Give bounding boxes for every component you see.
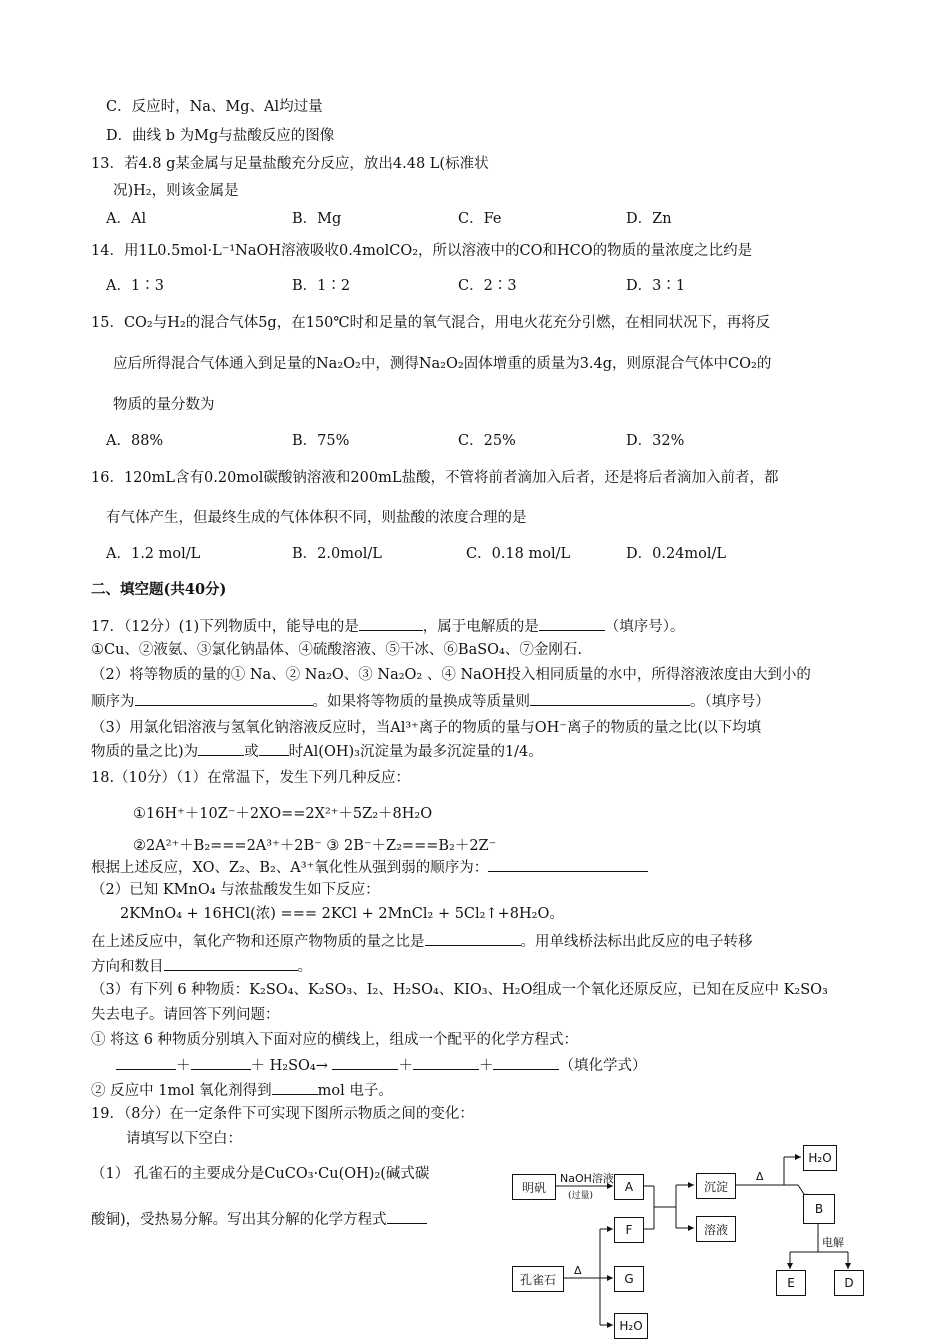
label-heat-2: Δ	[574, 1264, 582, 1277]
node-e: E	[776, 1270, 806, 1296]
q13-stem-line2: 况)H₂，则该金属是	[113, 183, 239, 199]
q12-option-c: C．反应时，Na、Mg、Al均过量	[106, 99, 323, 115]
q17-l6-text3: 时Al(OH)₃沉淀量为最多沉淀量的1/4。	[288, 744, 543, 760]
q16-stem-line1: 16．120mL含有0.20mol碳酸钠溶液和200mL盐酸，不管将前者滴加入后者，还是将后者滴加入前者，都	[91, 470, 779, 486]
q18-l7-text: 在上述反应中，氧化产物和还原产物物质的量之比是	[91, 934, 425, 950]
q13-option-d: D．Zn	[626, 211, 672, 227]
q18-l13-text: ② 反应中 1mol 氧化剂得到	[91, 1083, 272, 1099]
q18-line9: （3）有下列 6 种物质：K₂SO₄、K₂SO₃、I₂、H₂SO₄、KIO₃、H₂O组成一个氧化还原反应，已知在反应中 K₂SO₃	[91, 982, 828, 998]
q16-option-b: B．2.0mol/L	[292, 546, 382, 562]
node-h2o-top: H₂O	[803, 1145, 837, 1171]
label-naoh-solution: NaOH溶液	[560, 1172, 614, 1185]
q18-l13-text2: mol 电子。	[317, 1083, 393, 1099]
q15-stem-line1: 15．CO₂与H₂的混合气体5g，在150℃时和足量的氧气混合，用电火花充分引燃，在相同状况下，再将反	[91, 315, 771, 331]
node-malachite: 孔雀石	[512, 1266, 564, 1292]
q17-l4-text: 顺序为	[91, 694, 135, 710]
q13-option-b: B．Mg	[292, 211, 342, 227]
q15-option-c: C．25%	[458, 433, 516, 449]
label-heat-1: Δ	[756, 1170, 764, 1183]
q16-stem-line2: 有气体产生，但最终生成的气体体积不同，则盐酸的浓度合理的是	[106, 510, 527, 526]
q18-line10: 失去电子。请回答下列问题：	[91, 1007, 280, 1023]
node-b: B	[803, 1194, 835, 1224]
q17-line5: （3）用氯化铝溶液与氢氧化钠溶液反应时，当Al³⁺离子的物质的量与OH⁻离子的物质的量之比(以下均填	[91, 720, 762, 736]
q17-line2: ①Cu、②液氨、③氯化钠晶体、④硫酸溶液、⑤干冰、⑥BaSO₄、⑦金刚石.	[91, 642, 582, 658]
node-solution: 溶液	[696, 1216, 736, 1242]
q19-line2: 请填写以下空白：	[126, 1131, 242, 1147]
q13-option-c: C．Fe	[458, 211, 502, 227]
q13-option-a: A．Al	[106, 211, 147, 227]
q14-stem: 14．用1L0.5mol·L⁻¹NaOH溶液吸收0.4molCO₂，所以溶液中的CO和HCO的物质的量浓度之比约是	[91, 243, 753, 259]
q19-line3: （1） 孔雀石的主要成分是CuCO₃·Cu(OH)₂(碱式碳	[91, 1166, 430, 1182]
q17-l1-text3: （填序号）。	[604, 619, 685, 635]
q14-option-b: B．1∶2	[292, 278, 351, 294]
q16-option-d: D．0.24mol/L	[626, 546, 727, 562]
q18-plus3: ＋	[478, 1058, 494, 1074]
q18-l4-text: 根据上述反应，XO、Z₂、B₂、A³⁺氧化性从强到弱的顺序为：	[91, 860, 489, 876]
q15-stem-line2: 应后所得混合气体通入到足量的Na₂O₂中，测得Na₂O₂固体增重的质量为3.4g，则原混合气体中CO₂的	[113, 356, 772, 372]
q16-option-c: C．0.18 mol/L	[466, 546, 571, 562]
node-g: G	[614, 1266, 644, 1292]
q18-equation1: ①16H⁺＋10Z⁻＋2XO==2X²⁺＋5Z₂＋8H₂O	[133, 806, 433, 822]
q17-line3: （2）将等物质的量的① Na、② Na₂O、③ Na₂O₂ 、④ NaOH投入相同质量的水中，所得溶液浓度由大到小的	[91, 667, 811, 683]
q16-option-a: A．1.2 mol/L	[106, 546, 201, 562]
q15-stem-line3: 物质的量分数为	[113, 397, 215, 413]
q18-line11: ① 将这 6 种物质分别填入下面对应的横线上，组成一个配平的化学方程式：	[91, 1032, 579, 1048]
q15-option-b: B．75%	[292, 433, 350, 449]
q17-l4-text2: 。如果将等物质的量换成等质量则	[312, 694, 530, 710]
q18-l8-text2: 。	[297, 959, 312, 975]
q18-line1: 18.（10分）（1）在常温下，发生下列几种反应：	[91, 770, 410, 786]
node-a: A	[614, 1174, 644, 1200]
q19-line1: 19．（8分）在一定条件下可实现下图所示物质之间的变化：	[91, 1106, 474, 1122]
q18-plus2: ＋	[398, 1058, 413, 1074]
label-excess: (过量)	[568, 1191, 594, 1201]
q18-l8-text: 方向和数目	[91, 959, 164, 975]
q18-l7-text2: 。用单线桥法标出此反应的电子转移	[520, 934, 753, 950]
q18-equation3: 2KMnO₄ + 16HCl(浓) === 2KCl + 2MnCl₂ + 5Cl₂↑+8H₂O。	[120, 906, 564, 922]
q17-l4-text3: 。（填序号）	[690, 694, 770, 710]
q17-l1-text: 17．（12分）(1)下列物质中，能导电的是	[91, 619, 359, 635]
q15-option-d: D．32%	[626, 433, 685, 449]
q13-stem-line1: 13．若4.8 g某金属与足量盐酸充分反应，放出4.48 L(标准状	[91, 156, 489, 172]
q14-option-c: C．2∶3	[458, 278, 517, 294]
q15-option-a: A．88%	[106, 433, 164, 449]
node-mingfan: 明矾	[512, 1174, 556, 1200]
q18-equation2: ②2A²⁺＋B₂===2A³⁺＋2B⁻ ③ 2B⁻＋Z₂===B₂＋2Z⁻	[133, 838, 497, 854]
q17-l6-text: 物质的量之比)为	[91, 744, 199, 760]
section-heading: 二、填空题(共40分)	[91, 581, 227, 598]
q14-option-a: A．1∶3	[106, 278, 164, 294]
node-precipitate: 沉淀	[696, 1173, 736, 1199]
node-d: D	[834, 1270, 864, 1296]
q18-line5: （2）已知 KMnO₄ 与浓盐酸发生如下反应：	[91, 882, 380, 898]
q19-l4-text: 酸铜)，受热易分解。写出其分解的化学方程式	[91, 1212, 387, 1228]
q17-l6-or: 或	[244, 744, 259, 760]
node-h2o-bottom: H₂O	[614, 1313, 648, 1339]
node-f: F	[614, 1217, 644, 1243]
label-electrolysis: 电解	[822, 1236, 844, 1249]
q18-plus1: ＋	[176, 1058, 191, 1074]
q14-option-d: D．3∶1	[626, 278, 686, 294]
q12-option-d: D．曲线 b 为Mg与盐酸反应的图像	[106, 128, 335, 144]
q18-fill-hint: （填化学式）	[559, 1058, 647, 1074]
q18-h2so4-arrow: ＋ H₂SO₄→	[250, 1058, 328, 1074]
q17-l1-text2: ，属于电解质的是	[422, 619, 539, 635]
